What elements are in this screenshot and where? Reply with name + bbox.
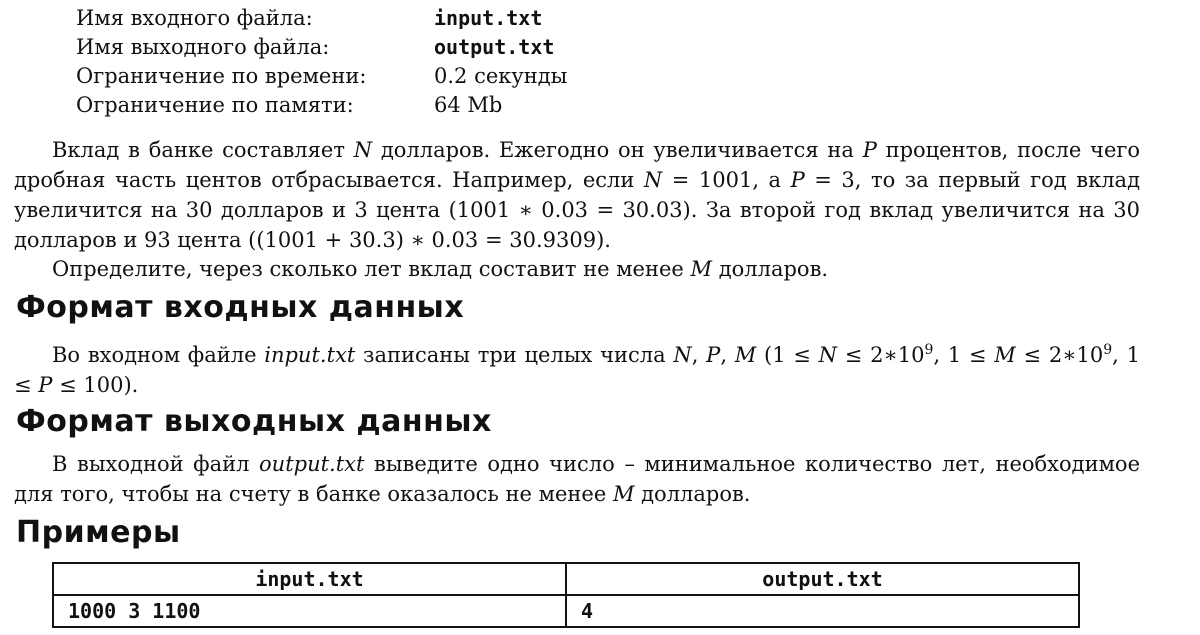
statement-text: = 3, то за первый год вклад увеличится на 30 долларов и 3 цента (1001 ∗ 0.03 = 30.03). За второй год вклад увеличится на 30 долларов и 93 цента ((1001 + 30.3) ∗ 0.03 = 30.9309). <box>14 168 1141 252</box>
table-row <box>53 595 1079 627</box>
question-text: Определите, через сколько лет вклад составит не менее <box>52 257 691 281</box>
exponent: 9 <box>924 342 934 358</box>
input-text: Во входном файле <box>52 343 265 367</box>
input-text: ≤ 2∗10 <box>1015 343 1104 367</box>
var-p: P <box>706 343 721 367</box>
var-m: M <box>734 343 757 367</box>
question-paragraph <box>14 254 1140 284</box>
input-file-name: input.txt <box>264 343 356 367</box>
column-header-output: output.txt <box>566 563 1079 595</box>
output-file-row <box>76 33 567 62</box>
var-n: N <box>643 168 663 192</box>
input-text: ≤ 100). <box>52 373 139 397</box>
output-file-value: output.txt <box>434 35 555 59</box>
var-p: P <box>38 373 53 397</box>
statement-text: долларов. Ежегодно он увеличивается на <box>372 138 863 162</box>
output-file-label: Имя выходного файла: <box>76 35 330 59</box>
example-input-cell: 1000 3 1100 <box>53 595 566 627</box>
output-format-heading: Формат выходных данных <box>16 404 492 439</box>
exponent: 9 <box>1103 342 1113 358</box>
output-text: долларов. <box>634 482 751 506</box>
example-output-cell: 4 <box>566 595 1079 627</box>
time-limit-label: Ограничение по времени: <box>76 64 367 88</box>
output-format-paragraph <box>14 449 1140 509</box>
statement-text: Вклад в банке составляет <box>52 138 354 162</box>
input-file-row <box>76 4 567 33</box>
input-text: записаны три целых числа <box>355 343 674 367</box>
var-p: P <box>790 168 805 192</box>
var-m: M <box>690 257 713 281</box>
table-header-row <box>53 563 1079 595</box>
var-m: M <box>994 343 1016 367</box>
output-file-name: output.txt <box>259 452 365 476</box>
statement-text: процентов, после чего дробная часть центов отбрасывается. Например, если <box>14 138 1141 192</box>
var-n: N <box>673 343 692 367</box>
input-text: , <box>691 343 707 367</box>
column-header-input: input.txt <box>53 563 566 595</box>
statement-text: = 1001, а <box>662 168 791 192</box>
var-p: P <box>862 138 877 162</box>
output-text: В выходной файл <box>52 452 260 476</box>
input-format-paragraph <box>14 335 1140 400</box>
var-m: M <box>612 482 635 506</box>
input-text: , 1 ≤ <box>933 343 995 367</box>
memory-limit-value: 64 Mb <box>434 93 503 117</box>
question-text: долларов. <box>712 257 829 281</box>
time-limit-value: 0.2 секунды <box>434 64 568 88</box>
time-limit-row <box>76 62 567 91</box>
input-text: , 1 ≤ <box>14 343 1140 397</box>
examples-table <box>52 562 1080 628</box>
output-text: выведите одно число – минимальное количество лет, необходимое для того, чтобы на счету в банке оказалось не менее <box>14 452 1140 506</box>
input-text: (1 ≤ <box>756 343 819 367</box>
input-text: ≤ 2∗10 <box>837 343 925 367</box>
examples-heading: Примеры <box>16 515 181 550</box>
input-file-value: input.txt <box>434 6 543 30</box>
input-format-heading: Формат входных данных <box>16 290 465 325</box>
problem-properties <box>76 4 567 120</box>
var-n: N <box>353 138 373 162</box>
input-file-label: Имя входного файла: <box>76 6 313 30</box>
memory-limit-label: Ограничение по памяти: <box>76 93 354 117</box>
input-text: , <box>720 343 735 367</box>
statement-paragraph <box>14 135 1140 255</box>
memory-limit-row <box>76 91 567 120</box>
var-n: N <box>818 343 838 367</box>
